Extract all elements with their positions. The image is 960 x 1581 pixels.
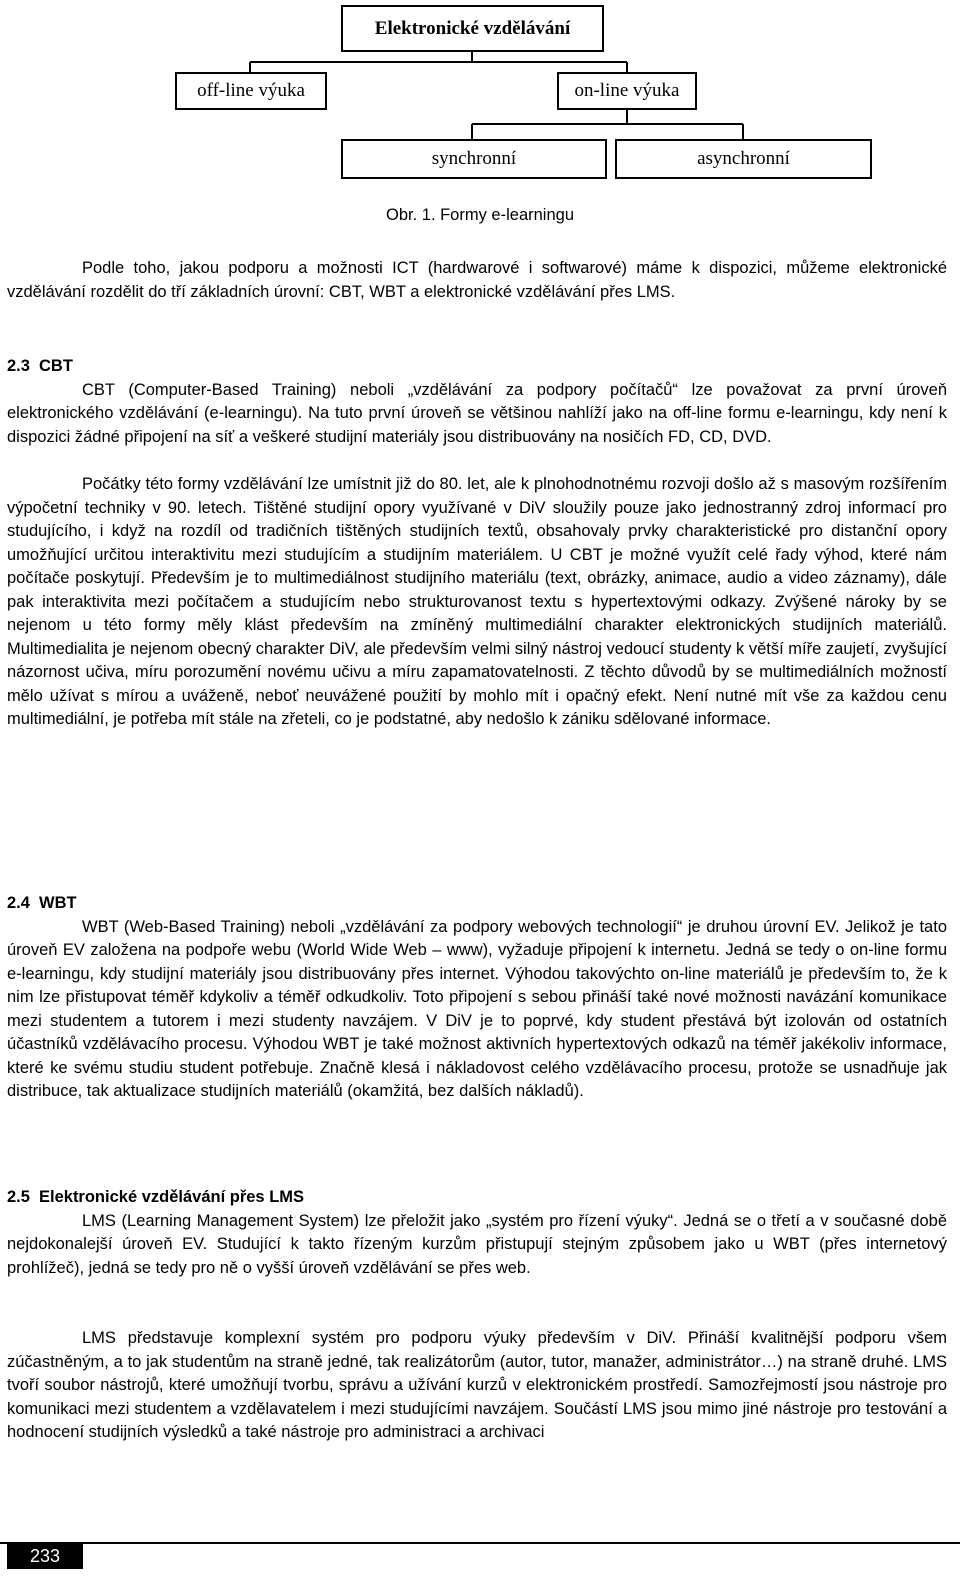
figure-caption: Obr. 1. Formy e-learningu: [386, 206, 574, 224]
section-heading: [7, 355, 947, 379]
section-title: WBT: [39, 894, 77, 912]
section-number: 2.5: [7, 1188, 30, 1206]
section-wbt: [7, 892, 947, 1104]
paragraph: LMS představuje komplexní systém pro podporu výuky především v DiV. Přináší kvalitnější podporu všem zúčastněným, a to jak studentům na straně jedné, tak realizátorům (autor, tutor, manažer, administrátor…) na straně druhé. LMS tvoří soubor nástrojů, které umožňují tvorbu, správu a užívání kurzů v elektronickém prostředí. Samozřejmostí jsou nástroje pro komunikaci mezi studentem a vzdělavatelem i mezi studujícími navzájem. Součástí LMS jsou mimo jiné nástroje pro testování a hodnocení studijních výsledků a také nástroje pro administraci a archivaci: [7, 1329, 947, 1441]
section-number: 2.3: [7, 357, 30, 375]
diagram-offline-node: off-line výuka: [175, 72, 327, 110]
e-learning-forms-diagram: [0, 0, 960, 185]
intro-paragraph: Podle toho, jakou podporu a možnosti ICT (hardwarové i softwarové) máme k dispozici, můžeme elektronické vzdělávání rozdělit do tří základních úrovní: CBT, WBT a elektronické vzdělávání přes LMS.: [7, 259, 947, 301]
page-number: 233: [7, 1544, 83, 1569]
section-heading: [7, 1186, 947, 1210]
intro-block: [7, 257, 947, 304]
section-heading: [7, 892, 947, 916]
section-title: Elektronické vzdělávání přes LMS: [39, 1188, 305, 1206]
section-number: 2.4: [7, 894, 30, 912]
paragraph: CBT (Computer-Based Training) neboli „vzdělávání za podpory počítačů“ lze považovat za první úroveň elektronického vzdělávání (e-learningu). Na tuto první úroveň se většinou nahlíží jako na off-line formu e-learningu, kdy není k dispozici žádné připojení na síť a veškeré studijní materiály jsou distribuovány na nosičích FD, CD, DVD.: [7, 380, 947, 446]
paragraph: LMS (Learning Management System) lze přeložit jako „systém pro řízení výuky“. Jedná se o třetí a v současné době nejdokonalejší úroveň EV. Studující k takto řízeným kurzům přistupují stejným způsobem jako u WBT (přes internetový prohlížeč), jedná se tedy pro ně o vyšší úroveň vzdělávání se přes web.: [7, 1211, 947, 1277]
section-title: CBT: [39, 357, 73, 375]
footer-rule: [0, 1542, 960, 1544]
diagram-root-node: Elektronické vzdělávání: [341, 5, 604, 52]
diagram-sync-node: synchronní: [341, 139, 607, 179]
paragraph: Počátky této formy vzdělávání lze umístnit již do 80. let, ale k plnohodnotnému rozvoji došlo až s masovým rozšířením výpočetní techniky v 90. letech. Tištěné studijní opory využívané v DiV sloužily pouze jako jednostranný zdroj informací pro studujícího, i když na rozdíl od tradičních tištěných studijních textů, obsahovaly prvky charakteristické pro distanční opory umožňující určitou interaktivitu mezi studujícím a studijním materiálem. U CBT je možné využít celé řady výhod, které nám počítače poskytují. Především je to multimediálnost studijního materiálu (text, obrázky, animace, audio a video záznamy), dále pak interaktivita mezi počítačem a studujícím nebo strukturovanost textu s hypertextovými odkazy. Zvýšené nároky by se nejenom u této formy měly klást především na zmíněný multimediální charakter elektronických studijních materiálů. Multimedialita je nejenom obecný charakter DiV, ale především velmi silný nástroj vedoucí studenty k větší míře zaujetí, zvyšující názornost učiva, míru porozumění novému učivu a míru zapamatovatelnosti. Z těchto důvodů by se multimediálních možností mělo užívat s mírou a uváženě, neboť neuvážené použití by mohlo mít i opačný efekt. Není nutné mít vše za každou cenu multimediální, je potřeba mít stále na zřeteli, co je podstatné, aby nedošlo k zániku sdělované informace.: [7, 475, 947, 728]
section-lms: [7, 1186, 947, 1445]
diagram-online-node: on-line výuka: [557, 72, 697, 110]
section-cbt: [7, 355, 947, 732]
diagram-async-node: asynchronní: [615, 139, 872, 179]
paragraph: WBT (Web-Based Training) neboli „vzdělávání za podpory webových technologií“ je druhou úrovní EV. Jelikož je tato úroveň EV založena na podpoře webu (World Wide Web – www), vyžaduje připojení k internetu. Jedná se tedy o on-line formu e-learningu, kdy studijní materiály jsou distribuovány přes internet. Výhodou takovýchto on-line materiálů je především to, že k nim lze přistupovat téměř kdykoliv a téměř odkudkoliv. Toto připojení s sebou přináší také nové možnosti navázání komunikace mezi studentem a tutorem i mezi studenty navzájem. V DiV je to poprvé, kdy student přestává být izolován od ostatních účastníků vzdělávacího procesu. Výhodou WBT je také možnost aktivních hypertextových odkazů na téměř jakékoliv informace, které ke svému studiu student potřebuje. Značně klesá i nákladovost celého vzdělávacího procesu, protože se usnadňuje jak distribuce, tak aktualizace studijních materiálů (okamžitá, bez dalších nákladů).: [7, 917, 947, 1100]
